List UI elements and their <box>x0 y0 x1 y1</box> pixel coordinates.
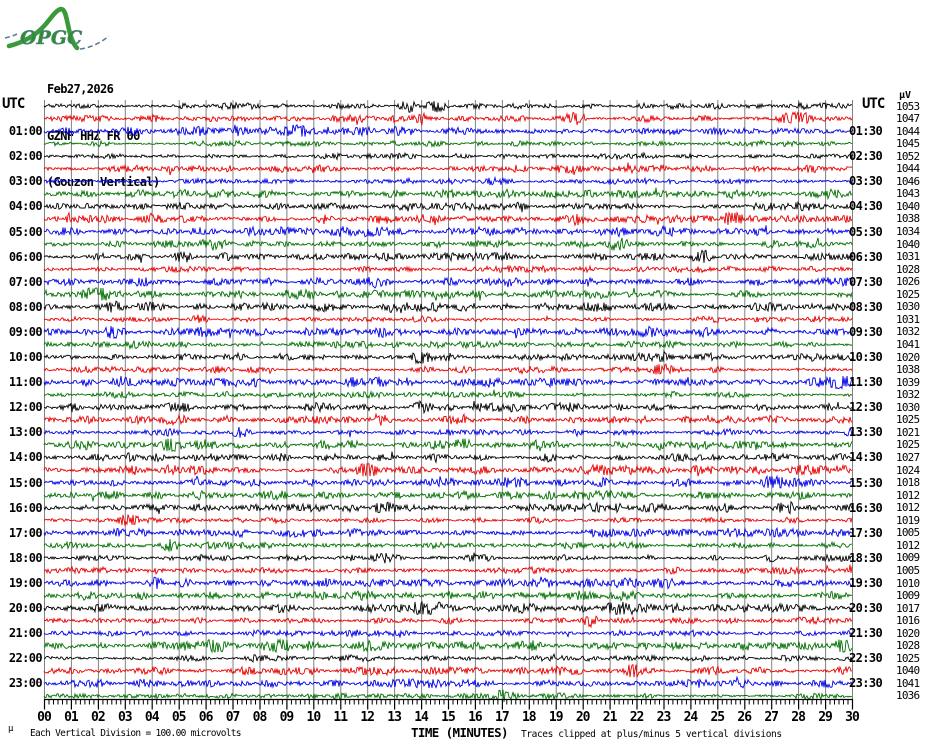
amplitude-value: 1021 <box>896 425 920 439</box>
hour-label-left: 16:00 <box>8 500 42 515</box>
amplitude-value: 1044 <box>896 162 920 176</box>
amplitude-value: 1040 <box>896 664 920 678</box>
minute-label: 01 <box>64 710 78 725</box>
amplitude-value: 1019 <box>896 513 920 527</box>
hour-label-right: 11:30 <box>849 375 883 390</box>
hour-label-right: 23:30 <box>849 676 883 691</box>
amplitude-value: 1045 <box>896 137 920 151</box>
minute-label: 17 <box>495 710 509 725</box>
minute-label: 21 <box>602 710 617 725</box>
hour-label-left: 13:00 <box>8 425 42 440</box>
hour-label-left: 11:00 <box>8 375 42 390</box>
hour-label-left: 02:00 <box>8 149 42 164</box>
amplitude-value: 1047 <box>896 112 920 126</box>
stray-mu-glyph: µ <box>8 724 14 734</box>
minute-label: 00 <box>37 710 51 725</box>
hour-label-right: 01:30 <box>849 124 883 139</box>
hour-label-right: 04:30 <box>849 199 883 214</box>
amplitude-value: 1032 <box>896 388 920 402</box>
amplitude-value: 1040 <box>896 199 920 213</box>
amplitude-value: 1028 <box>896 639 920 653</box>
amplitude-value: 1018 <box>896 476 920 490</box>
amplitude-value: 1012 <box>896 501 920 515</box>
amplitude-value: 1025 <box>896 651 920 665</box>
minute-label: 27 <box>764 710 779 725</box>
amplitude-value: 1012 <box>896 488 920 502</box>
amplitude-value: 1038 <box>896 212 920 226</box>
amplitude-value: 1012 <box>896 538 920 552</box>
hour-label-left: 06:00 <box>8 249 42 264</box>
amplitude-value: 1020 <box>896 626 920 640</box>
amplitude-value: 1036 <box>896 689 920 703</box>
minute-label: 12 <box>360 710 375 725</box>
hour-label-left: 04:00 <box>8 199 42 214</box>
amplitude-value: 1005 <box>896 526 920 540</box>
minute-label: 02 <box>91 710 105 725</box>
amplitude-value: 1031 <box>896 312 920 326</box>
microvolt-unit-label: µV <box>899 90 912 101</box>
amplitude-value: 1009 <box>896 551 920 565</box>
amplitude-value: 1017 <box>896 601 920 615</box>
logo-left-dash <box>5 34 17 38</box>
title-date: Feb27,2026 <box>47 82 114 96</box>
minute-label: 29 <box>818 710 832 725</box>
utc-label-right: UTC <box>862 96 885 112</box>
minute-label: 07 <box>225 710 240 725</box>
minute-label: 04 <box>144 710 159 725</box>
amplitude-value: 1040 <box>896 237 920 251</box>
minute-label: 13 <box>387 710 401 725</box>
amplitude-value: 1034 <box>896 225 920 239</box>
minute-label: 09 <box>279 710 294 725</box>
minute-label: 26 <box>737 710 752 725</box>
minute-label: 11 <box>333 710 348 725</box>
hour-label-right: 14:30 <box>849 450 883 465</box>
minute-label: 23 <box>656 710 671 725</box>
minute-label: 08 <box>252 710 267 725</box>
hour-label-left: 23:00 <box>8 676 42 691</box>
minute-label: 15 <box>441 710 455 725</box>
amplitude-value: 1030 <box>896 400 920 414</box>
amplitude-value: 1046 <box>896 174 920 188</box>
amplitude-value: 1052 <box>896 149 920 163</box>
minute-label: 06 <box>198 710 213 725</box>
hour-label-left: 01:00 <box>8 124 42 139</box>
hour-label-right: 21:30 <box>849 626 883 641</box>
minute-label: 20 <box>575 710 590 725</box>
minute-label: 18 <box>521 710 536 725</box>
logo-text: OPGC <box>20 27 83 49</box>
minute-label: 05 <box>171 710 186 725</box>
minute-label: 28 <box>791 710 805 725</box>
amplitude-value: 1025 <box>896 413 920 427</box>
clip-note: Traces clipped at plus/minus 5 vertical divisions <box>521 729 782 740</box>
amplitude-value: 1025 <box>896 287 920 301</box>
hour-label-left: 09:00 <box>8 324 42 339</box>
title-station: GZNF HHZ FR 00 <box>47 128 140 143</box>
minute-label: 14 <box>414 710 428 725</box>
utc-label-left: UTC <box>2 96 25 112</box>
hour-label-right: 09:30 <box>849 324 883 339</box>
hour-label-left: 20:00 <box>8 601 42 616</box>
hour-label-left: 15:00 <box>8 475 42 490</box>
hour-label-right: 20:30 <box>849 601 883 616</box>
hour-label-right: 13:30 <box>849 425 883 440</box>
hour-label-left: 08:00 <box>8 299 42 314</box>
hour-label-right: 05:30 <box>849 224 883 239</box>
amplitude-value: 1032 <box>896 325 920 339</box>
minute-label: 24 <box>683 710 698 725</box>
hour-label-right: 22:30 <box>849 651 883 666</box>
title-location: (Gouzon Vertical) <box>47 175 160 189</box>
hour-label-right: 07:30 <box>849 274 883 289</box>
minute-label: 25 <box>710 710 725 725</box>
hour-label-left: 18:00 <box>8 550 42 565</box>
hour-label-right: 02:30 <box>849 149 883 164</box>
hour-label-left: 07:00 <box>8 274 42 289</box>
amplitude-value: 1024 <box>896 463 920 477</box>
amplitude-value: 1044 <box>896 124 920 138</box>
hour-label-left: 03:00 <box>8 174 42 189</box>
amplitude-value: 1053 <box>896 99 920 113</box>
hour-label-right: 06:30 <box>849 249 883 264</box>
amplitude-value: 1027 <box>896 450 920 464</box>
hour-label-left: 14:00 <box>8 450 42 465</box>
hour-label-left: 10:00 <box>8 350 42 365</box>
hour-label-right: 18:30 <box>849 550 883 565</box>
minute-label: 30 <box>845 710 859 725</box>
amplitude-value: 1030 <box>896 300 920 314</box>
amplitude-value: 1039 <box>896 375 920 389</box>
amplitude-value: 1041 <box>896 676 920 690</box>
hour-label-right: 16:30 <box>849 500 883 515</box>
hour-label-left: 22:00 <box>8 651 42 666</box>
amplitude-value: 1016 <box>896 614 920 628</box>
logo-right-dash <box>80 36 109 49</box>
hour-label-right: 08:30 <box>849 299 883 314</box>
hour-label-right: 17:30 <box>849 525 883 540</box>
hour-label-left: 19:00 <box>8 576 42 590</box>
opgc-logo <box>3 3 115 53</box>
hour-label-right: 12:30 <box>849 400 883 415</box>
amplitude-value: 1025 <box>896 438 920 452</box>
time-axis-title: TIME (MINUTES) <box>411 725 508 740</box>
hour-label-left: 21:00 <box>8 626 42 641</box>
amplitude-value: 1031 <box>896 250 920 264</box>
hour-label-left: 12:00 <box>8 400 42 415</box>
minute-label: 10 <box>306 710 321 725</box>
amplitude-value: 1028 <box>896 262 920 276</box>
amplitude-value: 1026 <box>896 275 920 289</box>
seismogram-plot <box>44 100 856 704</box>
amplitude-value: 1010 <box>896 576 920 590</box>
hour-label-right: 19:30 <box>849 576 883 590</box>
hour-label-left: 05:00 <box>8 224 42 239</box>
minute-label: 19 <box>548 710 563 725</box>
amplitude-value: 1038 <box>896 363 920 377</box>
amplitude-value: 1005 <box>896 563 920 577</box>
hour-label-right: 03:30 <box>849 174 883 189</box>
minute-label: 03 <box>117 710 132 725</box>
amplitude-value: 1043 <box>896 187 920 201</box>
minute-label: 16 <box>468 710 482 725</box>
hour-label-right: 10:30 <box>849 350 883 365</box>
amplitude-value: 1020 <box>896 350 920 364</box>
amplitude-value: 1041 <box>896 338 920 351</box>
minute-label: 22 <box>629 710 644 725</box>
scale-note: Each Vertical Division = 100.00 microvolts <box>30 728 241 739</box>
hour-label-left: 17:00 <box>8 525 42 540</box>
hour-label-right: 15:30 <box>849 475 883 490</box>
amplitude-value: 1009 <box>896 589 920 603</box>
